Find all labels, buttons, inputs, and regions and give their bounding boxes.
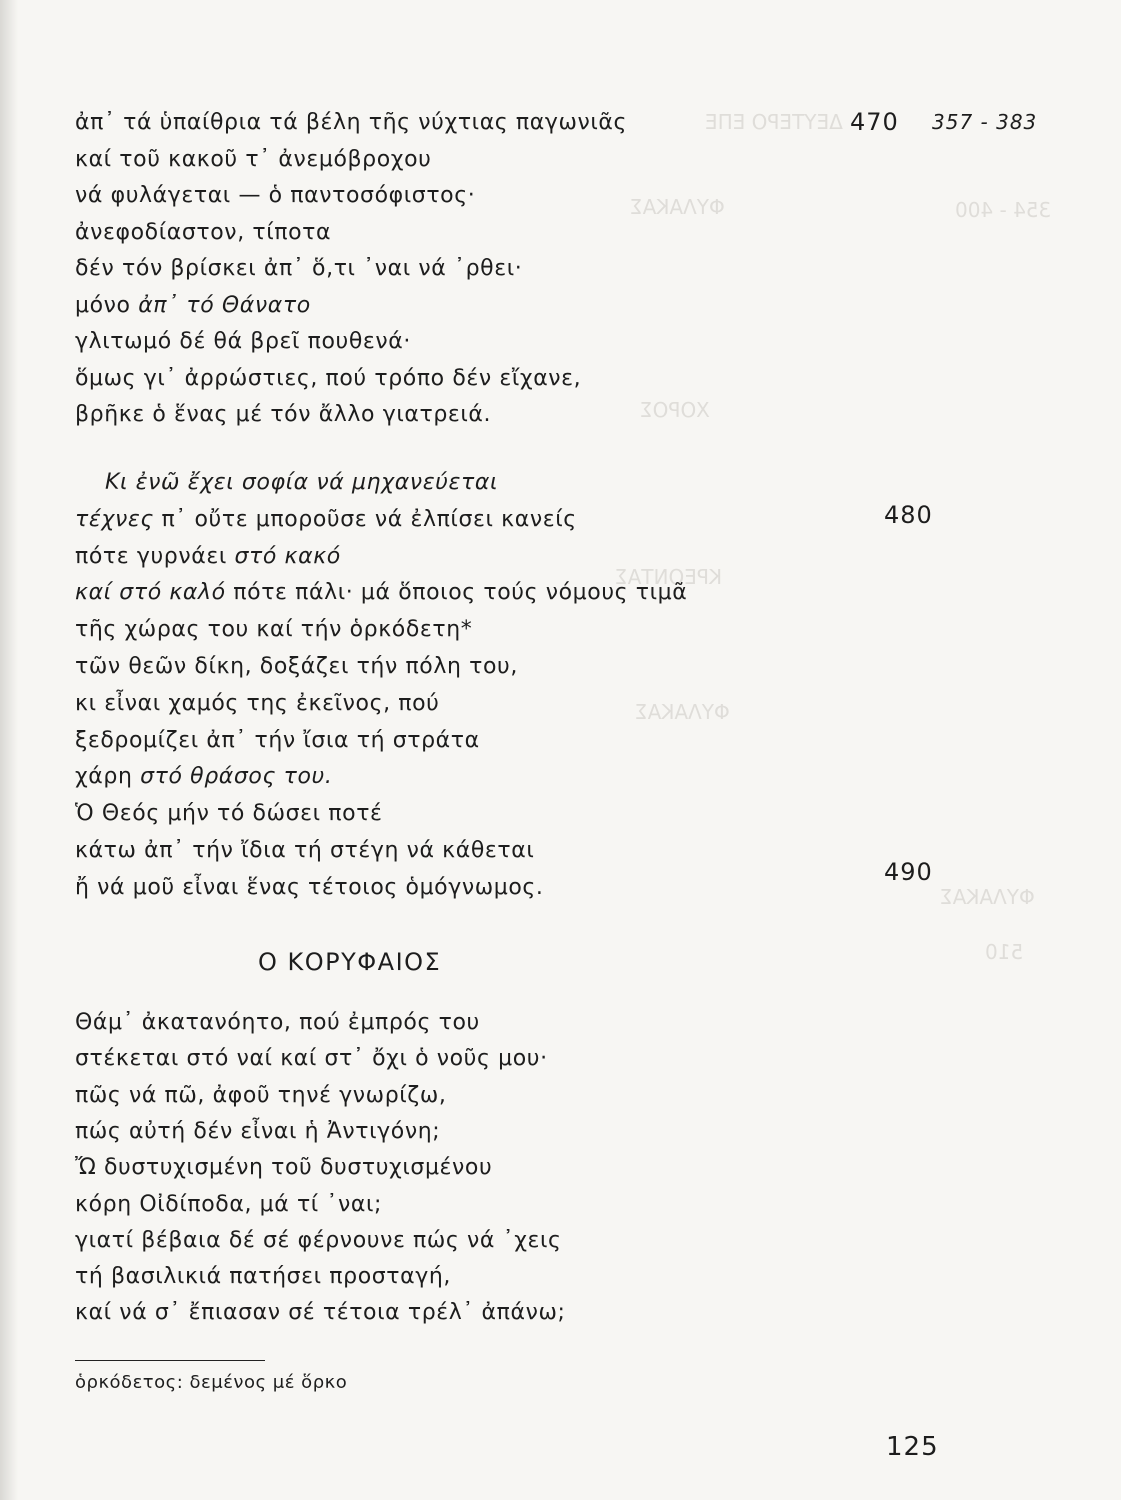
bleed-through-text: ΦΥΛΑΚΑΣ (630, 195, 725, 219)
verse-line (75, 838, 534, 863)
verse-segment: νά φυλάγεται — ὁ παντοσόφιστος· (75, 183, 476, 208)
verse-segment: ἤ νά μοῦ εἶναι ἕνας τέτοιος ὁμόγνωμος. (75, 874, 544, 900)
bleed-through-text: 510 (985, 940, 1024, 964)
verse-line (75, 580, 687, 605)
verse-line (75, 1119, 440, 1144)
line-number: 490 (884, 858, 933, 886)
verse-line (75, 691, 440, 716)
verse-segment: στέκεται στό ναί καί στ᾽ ὄχι ὁ νοῦς μου· (75, 1046, 548, 1072)
verse-segment: ἀπ᾽ τά ὑπαίθρια τά βέλη τῆς νύχτιας παγωνιᾶς (75, 110, 628, 135)
verse-segment: γιατί βέβαια δέ σέ φέρνουνε πώς νά ᾽χεις (75, 1227, 562, 1253)
verse-italic-segment: στό κακό (234, 543, 341, 569)
verse-line (75, 764, 332, 789)
verse-line (75, 1155, 492, 1180)
verse-segment: γλιτωμό δέ θά βρεῖ πουθενά· (75, 329, 412, 354)
verse-segment: ὅμως γι᾽ ἀρρώστιες, πού τρόπο δέν εἴχανε, (75, 365, 582, 391)
speaker-heading: Ο ΚΟΡΥΦΑΙΟΣ (258, 948, 442, 976)
verse-segment: πότε γυρνάει (75, 543, 235, 569)
verse-segment: πότε πάλι· μά ὅποιος τούς νόμους τιμᾶ (225, 580, 688, 606)
verse-segment: κόρη Οἰδίποδα, μά τί ᾽ναι; (75, 1191, 383, 1217)
verse-line (105, 470, 498, 495)
bleed-through-text: 354 - 400 (955, 198, 1052, 222)
verse-line (75, 654, 518, 679)
verse-segment: καί τοῦ κακοῦ τ᾽ ἀνεμόβροχου (75, 146, 432, 172)
verse-italic-segment: Κι ἐνῶ ἔχει σοφία νά μηχανεύεται (105, 470, 498, 495)
verse-line (75, 617, 472, 642)
line-reference: 357 - 383 (932, 110, 1038, 134)
verse-line (75, 329, 411, 354)
verse-segment: καί νά σ᾽ ἔπιασαν σέ τέτοια τρέλ᾽ ἀπάνω; (75, 1300, 566, 1326)
verse-italic-segment: καί στό καλό (75, 580, 226, 606)
line-number: 480 (884, 501, 933, 529)
verse-segment: πῶς νά πῶ, ἀφοῦ τηνέ γνωρίζω, (75, 1082, 447, 1108)
verse-segment: κάτω ἀπ᾽ τήν ἴδια τή στέγη νά κάθεται (75, 838, 535, 863)
page-number: 125 (886, 1432, 939, 1462)
bleed-through-text: ΦΥΛΑΚΑΣ (940, 885, 1035, 909)
verse-segment: Ὁ Θεός μήν τό δώσει ποτέ (75, 801, 383, 827)
verse-segment: Ὤ δυστυχισμένη τοῦ δυστυχισμένου (75, 1155, 493, 1181)
verse-line (75, 1010, 480, 1035)
verse-line (75, 801, 383, 826)
verse-segment: ἀνεφοδίαστον, τίποτα (75, 219, 332, 245)
verse-line (75, 147, 432, 172)
bleed-through-text: ΚΡΕΟΝΤΑΣ (615, 565, 723, 589)
verse-line (75, 183, 475, 208)
footnote-rule (75, 1360, 265, 1361)
verse-segment: μόνο (75, 292, 139, 318)
verse-segment: βρῆκε ὁ ἕνας μέ τόν ἄλλο γιατρειά. (75, 402, 492, 427)
verse-line (75, 256, 522, 281)
verse-segment: ξεδρομίζει ἀπ᾽ τήν ἴσια τή στράτα (75, 727, 480, 753)
verse-line (75, 110, 627, 135)
verse-line (75, 366, 581, 391)
verse-segment: πώς αὐτή δέν εἶναι ἡ Ἀντιγόνη; (75, 1118, 441, 1144)
line-number: 470 (850, 108, 899, 136)
verse-line (75, 875, 544, 900)
verse-segment: τῶν θεῶν δίκη, δοξάζει τήν πόλη του, (75, 654, 518, 679)
verse-segment: κι εἶναι χαμός της ἐκεῖνος, πού (75, 690, 440, 716)
verse-line (75, 220, 331, 245)
verse-line (75, 293, 311, 318)
verse-line (75, 507, 577, 532)
page-edge-shadow (0, 0, 18, 1500)
verse-line (75, 1046, 548, 1071)
verse-line (75, 544, 341, 569)
verse-segment: Θάμ᾽ ἀκατανόητο, πού ἐμπρός του (75, 1010, 480, 1035)
verse-segment: τῆς χώρας του καί τήν ὁρκόδετη* (75, 617, 473, 643)
verse-line (75, 402, 491, 427)
verse-segment: τή βασιλικιά πατήσει προσταγή, (75, 1264, 452, 1290)
verse-italic-segment: ἀπ᾽ τό Θάνατο (138, 292, 311, 318)
verse-line (75, 728, 480, 753)
verse-line (75, 1228, 562, 1253)
verse-segment: δέν τόν βρίσκει ἀπ᾽ ὅ,τι ᾽ναι νά ᾽ρθει· (75, 256, 523, 281)
bleed-through-text: ΔΕΥΤΕΡΟ ΕΠΕ (705, 110, 843, 134)
bleed-through-text: ΧΟΡΟΣ (640, 398, 710, 422)
verse-segment: χάρη (75, 764, 141, 790)
verse-italic-segment: τέχνες (75, 506, 154, 532)
verse-line (75, 1192, 382, 1217)
footnote: ὁρκόδετος: δεμένος μέ ὅρκο (75, 1372, 348, 1393)
verse-italic-segment: στό θράσος του. (140, 764, 333, 790)
verse-line (75, 1083, 447, 1108)
verse-segment: π᾽ οὔτε μποροῦσε νά ἐλπίσει κανείς (153, 506, 577, 532)
verse-line (75, 1264, 451, 1289)
verse-line (75, 1300, 566, 1325)
bleed-through-text: ΦΥΛΑΚΑΣ (635, 700, 730, 724)
